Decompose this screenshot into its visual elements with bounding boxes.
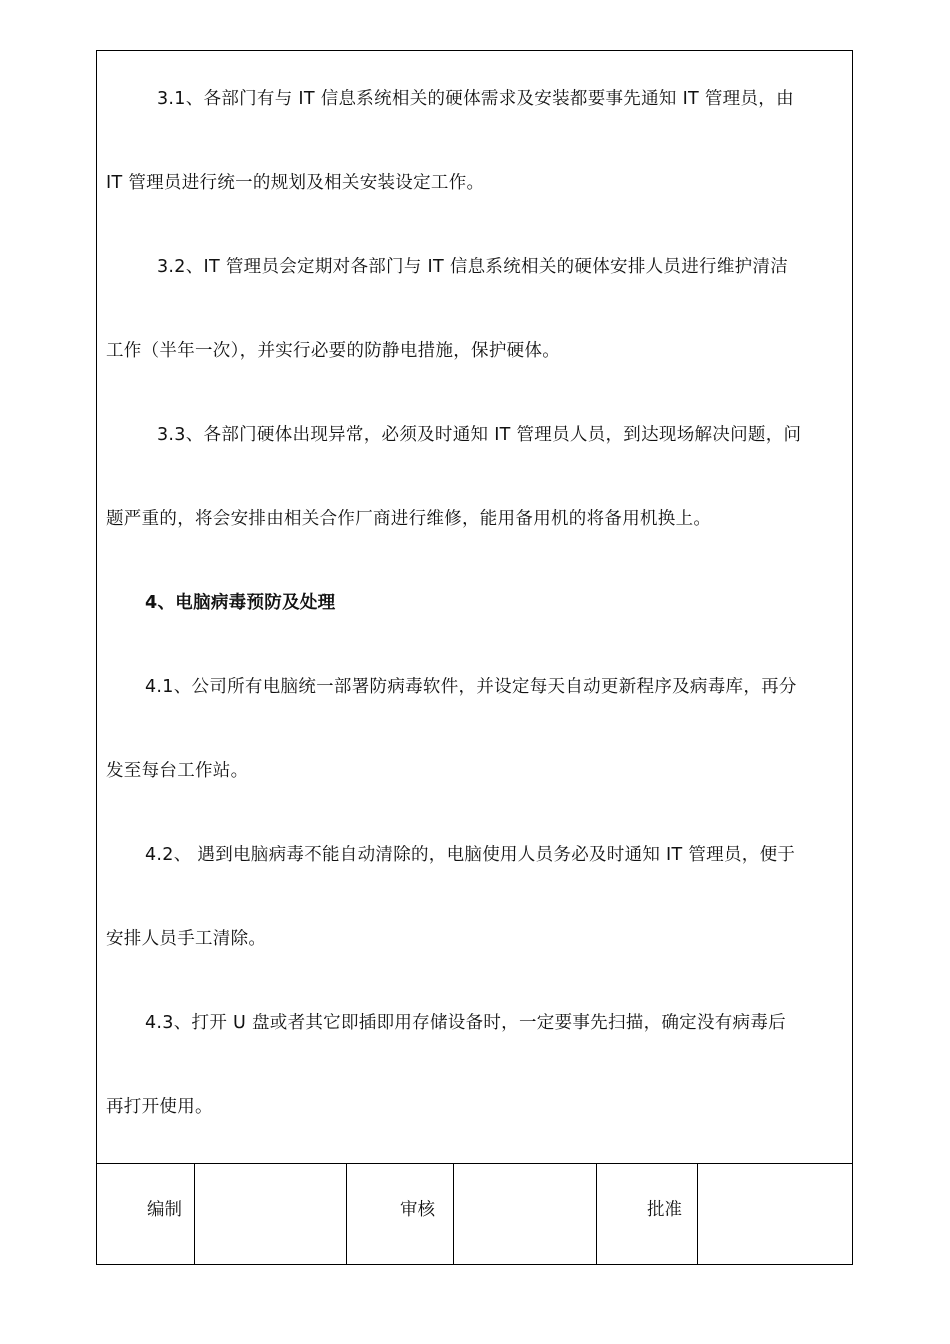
compiled-label: 编制 <box>147 1200 182 1220</box>
compiled-label-cell <box>97 1164 195 1265</box>
paragraph-3-2-line-1: 3.2、IT 管理员会定期对各部门与 IT 信息系统相关的硬体安排人员进行维护清洁 <box>157 257 789 277</box>
paragraph-3-3-line-1: 3.3、各部门硬体出现异常，必须及时通知 IT 管理员人员，到达现场解决问题，问 <box>157 425 802 445</box>
compiled-value-cell <box>195 1164 347 1265</box>
paragraph-4-1-line-2: 发至每台工作站。 <box>106 761 249 781</box>
paragraph-3-1-line-2: IT 管理员进行统一的规划及相关安装设定工作。 <box>106 173 485 193</box>
paragraph-4-2-line-1: 4.2、 遇到电脑病毒不能自动清除的，电脑使用人员务必及时通知 IT 管理员，便于 <box>145 845 796 865</box>
paragraph-4-3-line-1: 4.3、打开 U 盘或者其它即插即用存储设备时，一定要事先扫描，确定没有病毒后 <box>145 1013 786 1033</box>
section-4-heading: 4、电脑病毒预防及处理 <box>145 593 336 613</box>
paragraph-4-3-line-2: 再打开使用。 <box>106 1097 213 1117</box>
approved-value-cell <box>698 1164 852 1265</box>
reviewed-label-cell <box>347 1164 454 1265</box>
paragraph-3-2-line-2: 工作（半年一次），并实行必要的防静电措施，保护硬体。 <box>106 341 561 361</box>
paragraph-4-2-line-2: 安排人员手工清除。 <box>106 929 267 949</box>
reviewed-value-cell <box>454 1164 597 1265</box>
paragraph-3-3-line-2: 题严重的，将会安排由相关合作厂商进行维修，能用备用机的将备用机换上。 <box>106 509 712 529</box>
paragraph-3-1-line-1: 3.1、各部门有与 IT 信息系统相关的硬体需求及安装都要事先通知 IT 管理员，由 <box>157 89 794 109</box>
reviewed-label: 审核 <box>400 1200 435 1220</box>
paragraph-4-1-line-1: 4.1、公司所有电脑统一部署防病毒软件，并设定每天自动更新程序及病毒库，再分 <box>145 677 797 697</box>
approved-label-cell <box>597 1164 698 1265</box>
approved-label: 批准 <box>647 1200 682 1220</box>
signature-row <box>97 1163 852 1265</box>
document-body <box>97 51 852 1163</box>
document-table <box>96 50 853 1265</box>
